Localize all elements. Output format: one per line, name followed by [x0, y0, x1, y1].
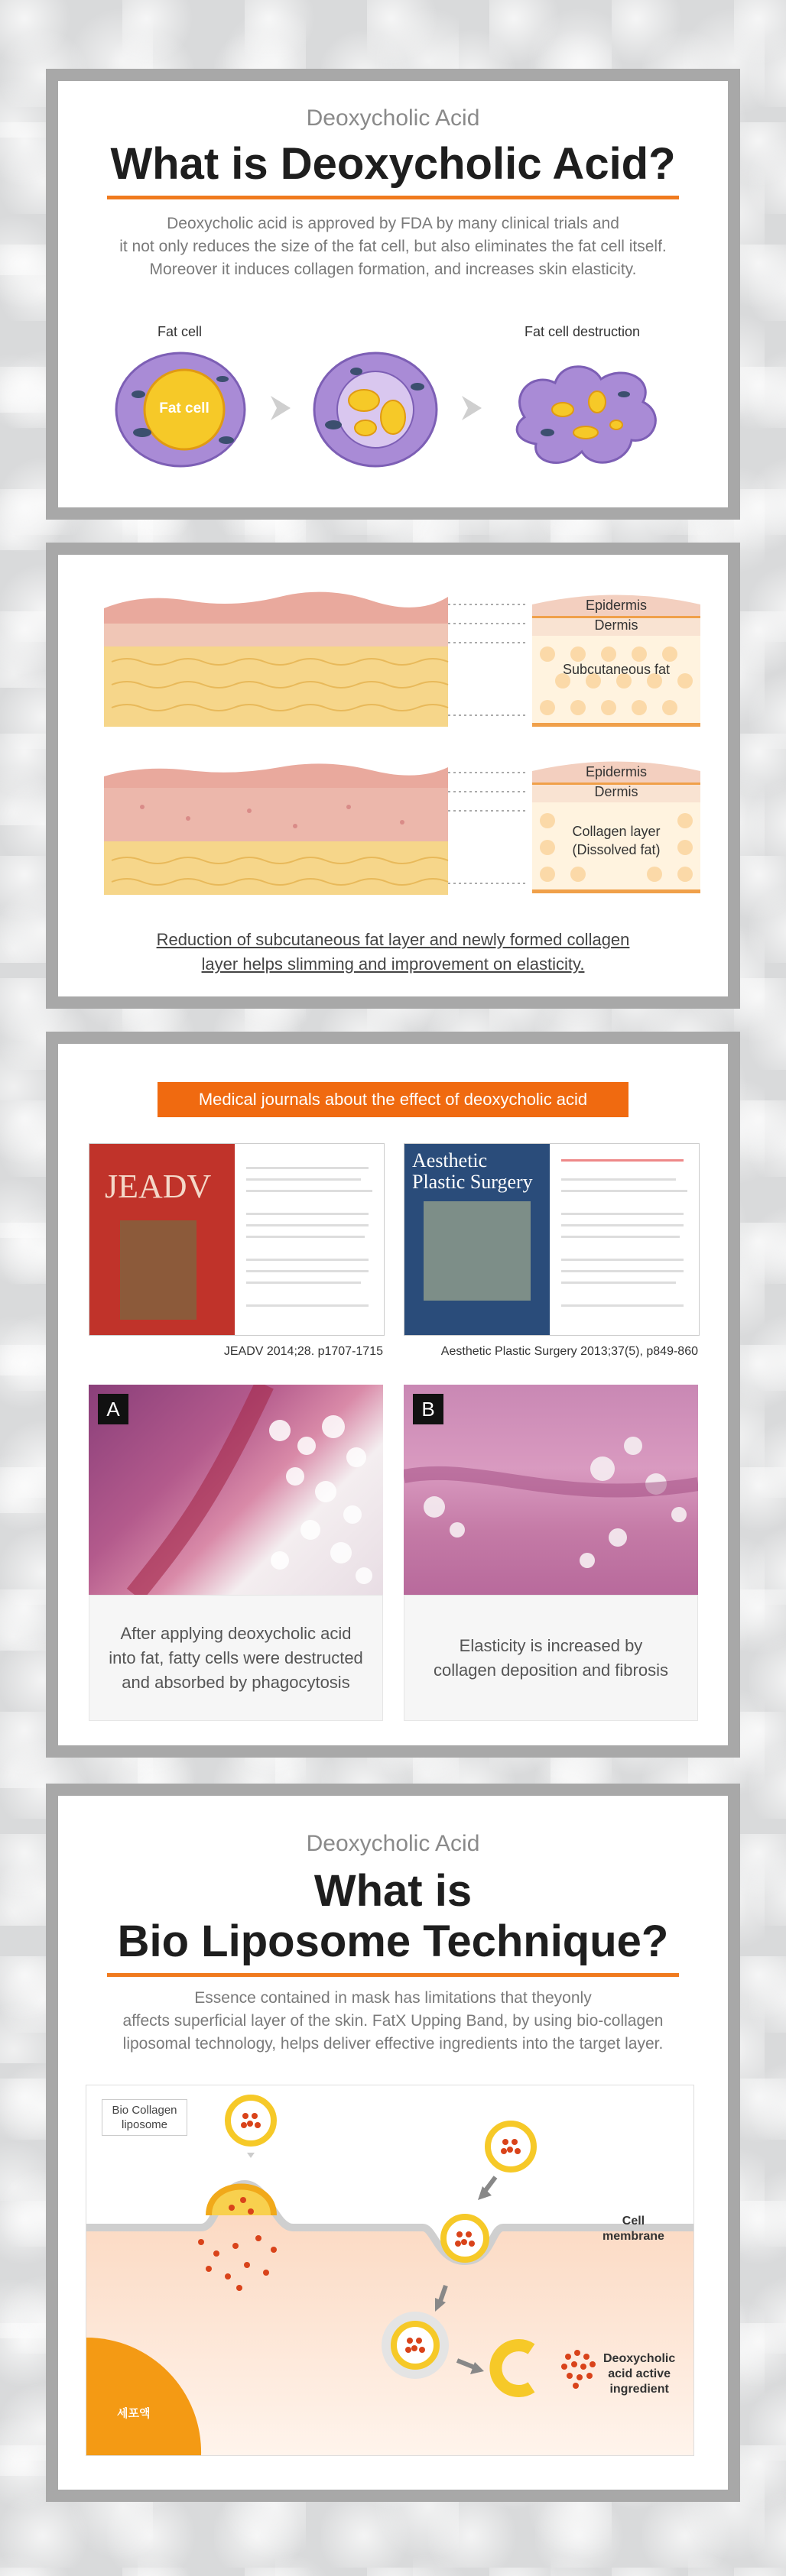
journals-banner: Medical journals about the effect of deoxycholic acid	[158, 1082, 628, 1117]
section-kicker: Deoxycholic Acid	[306, 105, 480, 131]
histology-badge-a: A	[98, 1394, 128, 1424]
histology-badge-b: B	[413, 1394, 443, 1424]
skin-layers-caption: Reduction of subcutaneous fat layer and newly formed collagen layer helps slimming and improvement on elasticity.	[156, 930, 630, 974]
layer-label-epidermis: Epidermis	[585, 598, 648, 613]
section-skin-layers	[46, 543, 740, 1009]
section-deoxycholic-acid	[46, 69, 740, 520]
jeadv-cover-image	[120, 1220, 196, 1320]
layer-label-subcutaneous-fat: Subcutaneous fat	[562, 662, 671, 677]
section-description: Essence contained in mask has limitations that theyonly affects superficial layer of the skin. FatX Upping Band, by using bio-collagen liposomal technology, helps deliver effective ingredients into the target layer.	[122, 1989, 664, 2053]
layer-label-epidermis: Epidermis	[585, 764, 648, 779]
title-underline	[107, 1973, 679, 1977]
layer-label-dermis: Dermis	[594, 784, 638, 799]
section-description: Deoxycholic acid is approved by FDA by many clinical trials and it not only reduces the size of the fat cell, but also eliminates the fat cell itself. Moreover it induces collagen formation, and increases skin elasticity.	[119, 215, 667, 278]
cell-fluid-label: 세포액	[117, 2407, 151, 2420]
histology-b-texture	[404, 1385, 698, 1595]
histology-image-b	[404, 1385, 698, 1595]
layer-label-collagen: Collagen layer	[572, 824, 661, 839]
fat-cell-inner-label: Fat cell	[159, 400, 209, 416]
cell-membrane-label: Cell membrane	[602, 2215, 664, 2243]
layer-label-dissolved-fat: (Dissolved fat)	[572, 842, 661, 857]
section-bio-liposome	[46, 1784, 740, 2502]
journal-aesthetic-plastic-surgery-thumbnail[interactable]	[404, 1143, 700, 1336]
section-medical-journals	[46, 1032, 740, 1758]
histology-image-a	[89, 1385, 383, 1595]
histology-a-texture	[89, 1385, 383, 1595]
chevron-right-icon	[456, 393, 486, 423]
histology-caption-b: Elasticity is increased by collagen deposition and fibrosis	[404, 1595, 698, 1721]
liposome-diagram	[86, 2085, 694, 2456]
fat-cell-label: Fat cell	[158, 324, 203, 339]
aps-cover	[404, 1144, 550, 1335]
journal-jeadv-reference: JEADV 2014;28. p1707-1715	[223, 1345, 383, 1358]
active-ingredient-label: Deoxycholic acid active ingredient	[603, 2352, 676, 2396]
jeadv-cover-title: JEADV	[105, 1168, 212, 1205]
fat-cell-destroyed-illustration	[502, 348, 670, 478]
fat-cell-destruction-label: Fat cell destruction	[525, 324, 641, 339]
skin-block-after-illustration	[96, 746, 456, 899]
journal-jeadv-thumbnail[interactable]	[89, 1143, 385, 1336]
journal-aps-reference: Aesthetic Plastic Surgery 2013;37(5), p849-860	[440, 1345, 698, 1358]
chevron-right-icon	[265, 393, 295, 423]
aps-cover-image	[424, 1201, 531, 1301]
histology-caption-a: After applying deoxycholic acid into fat, fatty cells were destructed and absorbed by phagocytosis	[89, 1595, 383, 1721]
layer-label-dermis: Dermis	[594, 617, 638, 633]
layer-guide-dots	[448, 761, 532, 891]
section-kicker: Deoxycholic Acid	[306, 1831, 480, 1856]
title-underline	[107, 196, 679, 199]
section-title: What is Bio Liposome Technique?	[117, 1866, 669, 1966]
skin-block-before-illustration	[96, 578, 456, 731]
jeadv-cover	[89, 1144, 235, 1335]
aps-cover-title: Aesthetic Plastic Surgery	[412, 1149, 533, 1193]
layer-guide-dots	[448, 593, 532, 723]
bio-collagen-liposome-label: Bio Collagen liposome	[102, 2099, 187, 2136]
liposome-diagram-graphic	[86, 2085, 693, 2455]
section-title: What is Deoxycholic Acid?	[110, 139, 676, 189]
fat-cell-shrinking-illustration	[310, 348, 440, 471]
